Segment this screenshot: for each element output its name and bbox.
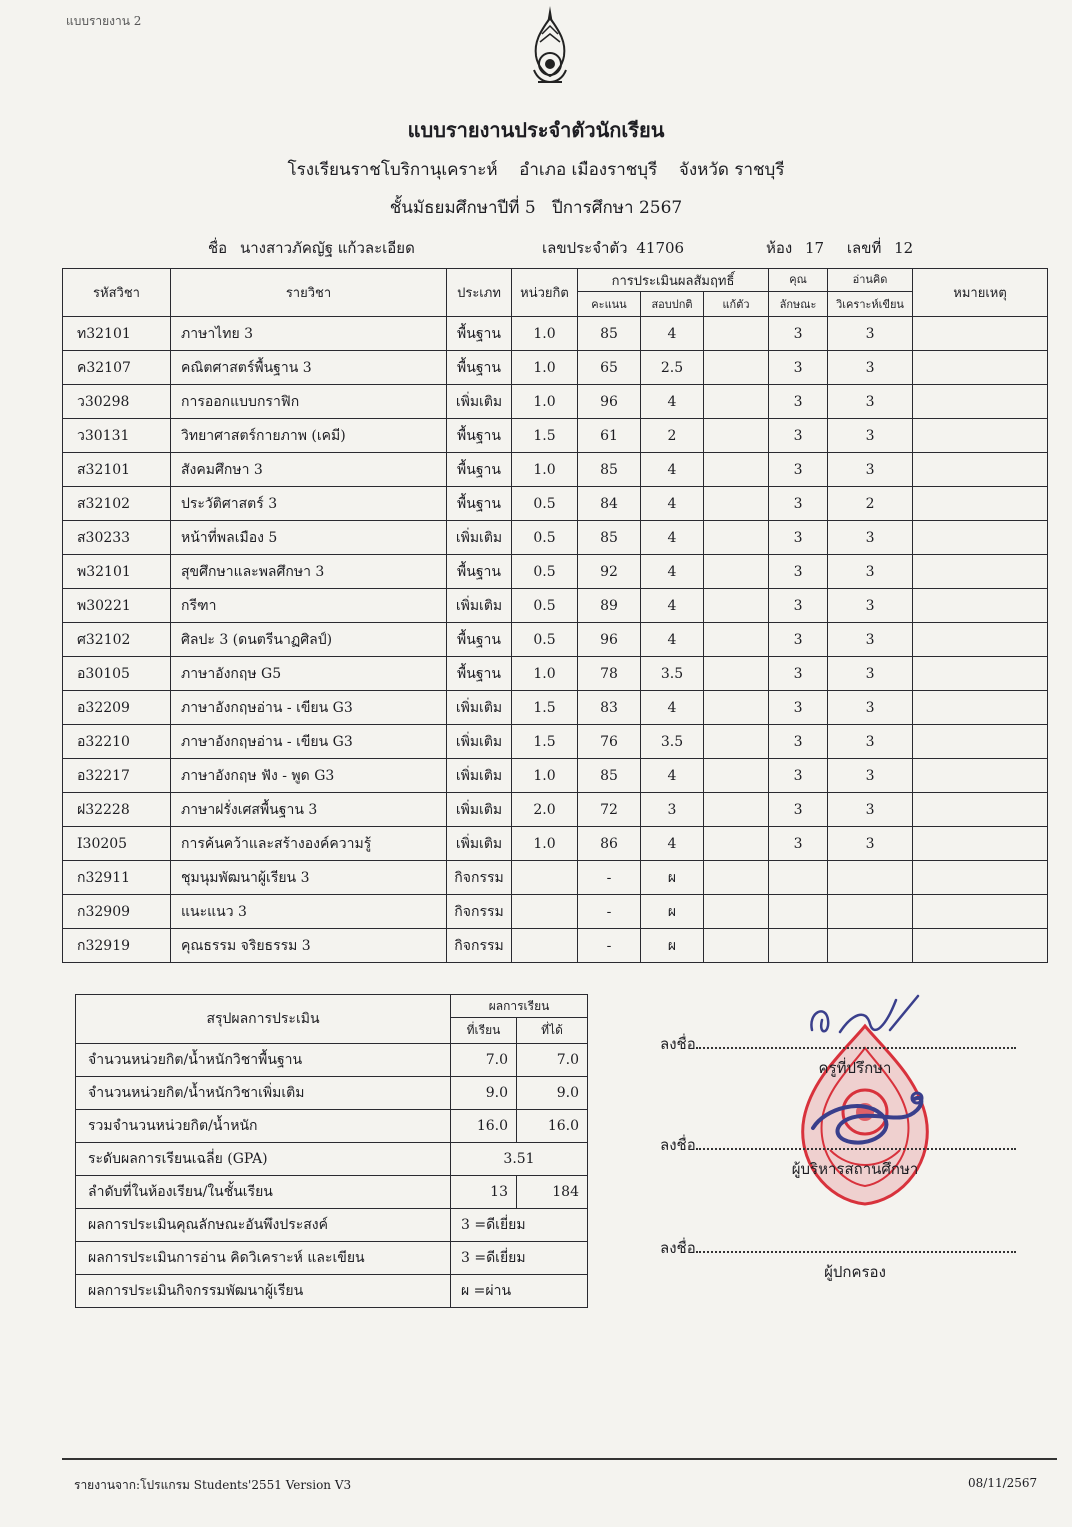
subject-code: I30205 (63, 827, 171, 861)
subject-name: สังคมศึกษา 3 (171, 453, 447, 487)
subject-name: ภาษาฝรั่งเศสพื้นฐาน 3 (171, 793, 447, 827)
reading-score: 3 (828, 589, 913, 623)
credit: 0.5 (512, 487, 578, 521)
retake-grade (704, 929, 769, 963)
subject-type: เพิ่มเติม (447, 691, 512, 725)
subject-name: คุณธรรม จริยธรรม 3 (171, 929, 447, 963)
retake-grade (704, 317, 769, 351)
note (913, 657, 1048, 691)
grade: 4 (641, 827, 704, 861)
note (913, 419, 1048, 453)
subject-type: กิจกรรม (447, 861, 512, 895)
header-subject: รายวิชา (171, 269, 447, 317)
result-header: ผลการเรียน (451, 995, 588, 1018)
trait-score: 3 (769, 555, 828, 589)
table-row (63, 691, 1048, 725)
credit (512, 895, 578, 929)
reading-score: 3 (828, 725, 913, 759)
class-level: ชั้นมัธยมศึกษาปีที่ 5 (389, 198, 536, 218)
subject-name: ภาษาอังกฤษ G5 (171, 657, 447, 691)
gpa-value: 3.51 (451, 1143, 588, 1176)
credit: 1.5 (512, 725, 578, 759)
col-got: ที่ได้ (517, 1018, 588, 1044)
note (913, 929, 1048, 963)
credit: 1.0 (512, 657, 578, 691)
number-label: เลขที่ (846, 239, 882, 257)
reading-score: 3 (828, 793, 913, 827)
sign-label-parent: ลงชื่อ (660, 1239, 696, 1257)
header-eval-group: การประเมินผลสัมฤทธิ์ (578, 269, 769, 292)
reading-score: 3 (828, 453, 913, 487)
credit (512, 861, 578, 895)
score: 61 (578, 419, 641, 453)
extra-label: จำนวนหน่วยกิต/น้ำหนักวิชาเพิ่มเติม (76, 1077, 451, 1110)
form-number: แบบรายงาน 2 (66, 14, 142, 28)
trait-score: 3 (769, 419, 828, 453)
sign-dots (696, 1033, 1016, 1049)
table-row (63, 623, 1048, 657)
note (913, 691, 1048, 725)
sign-dots (696, 1134, 1016, 1150)
note (913, 725, 1048, 759)
table-row (63, 351, 1048, 385)
grade: 4 (641, 555, 704, 589)
grade: 3.5 (641, 725, 704, 759)
subject-code: อ32217 (63, 759, 171, 793)
table-row (63, 759, 1048, 793)
subject-type: เพิ่มเติม (447, 385, 512, 419)
table-row (63, 317, 1048, 351)
trait-score: 3 (769, 453, 828, 487)
retake-grade (704, 385, 769, 419)
subject-type: พื้นฐาน (447, 657, 512, 691)
credit: 1.5 (512, 691, 578, 725)
rank-label: ลำดับที่ในห้องเรียน/ในชั้นเรียน (76, 1176, 451, 1209)
teacher-role: ครูที่ปรึกษา (818, 1059, 892, 1077)
grade: 4 (641, 589, 704, 623)
grade: ผ (641, 895, 704, 929)
note (913, 895, 1048, 929)
score: 76 (578, 725, 641, 759)
note (913, 623, 1048, 657)
credit: 0.5 (512, 589, 578, 623)
reading-score: 3 (828, 419, 913, 453)
grade: 2 (641, 419, 704, 453)
note (913, 589, 1048, 623)
header-type: ประเภท (447, 269, 512, 317)
header-trait-1: คุณ (769, 269, 828, 292)
grade: 4 (641, 623, 704, 657)
reading-score: 3 (828, 657, 913, 691)
grade: 4 (641, 759, 704, 793)
report-title: แบบรายงานประจำตัวนักเรียน (407, 118, 665, 142)
header-note: หมายเหตุ (913, 269, 1048, 317)
id-label: เลขประจำตัว (542, 239, 628, 257)
read-value: 3 =ดีเยี่ยม (451, 1242, 588, 1275)
subject-name: สุขศึกษาและพลศึกษา 3 (171, 555, 447, 589)
trait-score (769, 895, 828, 929)
reading-score: 3 (828, 317, 913, 351)
trait-score: 3 (769, 827, 828, 861)
subject-type: เพิ่มเติม (447, 827, 512, 861)
score: 84 (578, 487, 641, 521)
total-label: รวมจำนวนหน่วยกิต/น้ำหนัก (76, 1110, 451, 1143)
subject-code: ฝ32228 (63, 793, 171, 827)
retake-grade (704, 487, 769, 521)
retake-grade (704, 453, 769, 487)
subject-name: ภาษาอังกฤษ ฟัง - พูด G3 (171, 759, 447, 793)
subject-code: อ32209 (63, 691, 171, 725)
reading-score: 2 (828, 487, 913, 521)
teacher-sign-line (660, 1032, 1016, 1056)
read-label: ผลการประเมินการอ่าน คิดวิเคราะห์ และเขียน (76, 1242, 451, 1275)
basic-study: 7.0 (451, 1044, 517, 1077)
subject-type: พื้นฐาน (447, 317, 512, 351)
note (913, 351, 1048, 385)
credit: 1.0 (512, 453, 578, 487)
subject-code: อ30105 (63, 657, 171, 691)
summary-table (75, 994, 588, 1308)
grade: 2.5 (641, 351, 704, 385)
subject-code: ส32102 (63, 487, 171, 521)
header-read-2: วิเคราะห์เขียน (828, 292, 913, 317)
subject-name: ภาษาอังกฤษอ่าน - เขียน G3 (171, 725, 447, 759)
score: 85 (578, 759, 641, 793)
reading-score: 3 (828, 827, 913, 861)
district: อำเภอ เมืองราชบุรี (519, 160, 658, 180)
table-row (63, 419, 1048, 453)
subject-code: ส32101 (63, 453, 171, 487)
sign-label-director: ลงชื่อ (660, 1136, 696, 1154)
trait-value: 3 =ดีเยี่ยม (451, 1209, 588, 1242)
header-fix: แก้ตัว (704, 292, 769, 317)
trait-score: 3 (769, 623, 828, 657)
academic-year: ปีการศึกษา 2567 (551, 198, 683, 218)
score: 96 (578, 623, 641, 657)
grade: 4 (641, 317, 704, 351)
subject-name: การออกแบบกราฟิก (171, 385, 447, 419)
reading-score: 3 (828, 385, 913, 419)
activity-label: ผลการประเมินกิจกรรมพัฒนาผู้เรียน (76, 1275, 451, 1308)
school-name: โรงเรียนราชโบริกานุเคราะห์ (287, 160, 498, 180)
trait-score: 3 (769, 521, 828, 555)
subject-type: พื้นฐาน (447, 555, 512, 589)
reading-score: 3 (828, 623, 913, 657)
score: 96 (578, 385, 641, 419)
credit: 0.5 (512, 521, 578, 555)
director-sign-line (660, 1133, 1016, 1157)
grade: ผ (641, 861, 704, 895)
retake-grade (704, 827, 769, 861)
retake-grade (704, 895, 769, 929)
summary-row-basic (76, 1044, 588, 1077)
retake-grade (704, 793, 769, 827)
credit: 1.0 (512, 385, 578, 419)
subject-type: เพิ่มเติม (447, 725, 512, 759)
table-row (63, 555, 1048, 589)
total-study: 16.0 (451, 1110, 517, 1143)
room-line (766, 236, 913, 260)
score: 89 (578, 589, 641, 623)
trait-score: 3 (769, 759, 828, 793)
subject-type: กิจกรรม (447, 895, 512, 929)
grades-table (62, 268, 1048, 963)
school-line (0, 156, 1072, 183)
note (913, 521, 1048, 555)
subject-name: วิทยาศาสตร์กายภาพ (เคมี) (171, 419, 447, 453)
trait-score: 3 (769, 691, 828, 725)
score: - (578, 861, 641, 895)
retake-grade (704, 589, 769, 623)
credit: 1.0 (512, 827, 578, 861)
summary-row-activity (76, 1275, 588, 1308)
subject-type: พื้นฐาน (447, 419, 512, 453)
credit: 0.5 (512, 623, 578, 657)
note (913, 861, 1048, 895)
reading-score: 3 (828, 555, 913, 589)
retake-grade (704, 861, 769, 895)
grade: 4 (641, 691, 704, 725)
subject-code: พ30221 (63, 589, 171, 623)
table-row (63, 589, 1048, 623)
subject-code: ก32911 (63, 861, 171, 895)
footer-date: 08/11/2567 (968, 1476, 1038, 1490)
credit: 1.0 (512, 759, 578, 793)
col-study: ที่เรียน (451, 1018, 517, 1044)
note (913, 759, 1048, 793)
subject-type: กิจกรรม (447, 929, 512, 963)
trait-score: 3 (769, 487, 828, 521)
score: 85 (578, 317, 641, 351)
trait-score: 3 (769, 351, 828, 385)
subject-code: ศ32102 (63, 623, 171, 657)
subject-type: เพิ่มเติม (447, 793, 512, 827)
reading-score (828, 895, 913, 929)
trait-score: 3 (769, 725, 828, 759)
student-name-line (208, 236, 415, 260)
subject-code: ว30131 (63, 419, 171, 453)
subject-name: หน้าที่พลเมือง 5 (171, 521, 447, 555)
trait-score (769, 861, 828, 895)
grade: 4 (641, 487, 704, 521)
subject-type: พื้นฐาน (447, 623, 512, 657)
retake-grade (704, 657, 769, 691)
province: จังหวัด ราชบุรี (678, 160, 785, 180)
name-label: ชื่อ (208, 239, 228, 257)
trait-score: 3 (769, 657, 828, 691)
table-row (63, 487, 1048, 521)
parent-sign-line (660, 1236, 1016, 1260)
reading-score: 3 (828, 351, 913, 385)
subject-name: คณิตศาสตร์พื้นฐาน 3 (171, 351, 447, 385)
subject-name: ชุมนุมพัฒนาผู้เรียน 3 (171, 861, 447, 895)
reading-score: 3 (828, 759, 913, 793)
rank-class: 184 (517, 1176, 588, 1209)
school-emblem-icon (520, 4, 580, 94)
subject-code: ท32101 (63, 317, 171, 351)
retake-grade (704, 691, 769, 725)
extra-study: 9.0 (451, 1077, 517, 1110)
reading-score: 3 (828, 691, 913, 725)
retake-grade (704, 759, 769, 793)
student-id: 41706 (636, 239, 685, 257)
score: - (578, 895, 641, 929)
subject-name: ศิลปะ 3 (ดนตรีนาฏศิลป์) (171, 623, 447, 657)
retake-grade (704, 555, 769, 589)
header-trait-2: ลักษณะ (769, 292, 828, 317)
subject-name: ภาษาไทย 3 (171, 317, 447, 351)
score: 92 (578, 555, 641, 589)
trait-score (769, 929, 828, 963)
subject-type: เพิ่มเติม (447, 759, 512, 793)
note (913, 793, 1048, 827)
summary-row-read (76, 1242, 588, 1275)
grade-rows (63, 317, 1048, 963)
note (913, 555, 1048, 589)
retake-grade (704, 351, 769, 385)
subject-name: กรีฑา (171, 589, 447, 623)
note (913, 487, 1048, 521)
sign-label-teacher: ลงชื่อ (660, 1035, 696, 1053)
retake-grade (704, 725, 769, 759)
score: 72 (578, 793, 641, 827)
activity-value: ผ =ผ่าน (451, 1275, 588, 1308)
number-value: 12 (894, 239, 914, 257)
note (913, 317, 1048, 351)
table-row (63, 521, 1048, 555)
footer-divider (62, 1458, 1057, 1460)
director-role: ผู้บริหารสถานศึกษา (791, 1160, 919, 1178)
score: 85 (578, 453, 641, 487)
sign-dots (696, 1237, 1016, 1253)
note (913, 827, 1048, 861)
credit (512, 929, 578, 963)
trait-score: 3 (769, 589, 828, 623)
table-row (63, 929, 1048, 963)
trait-score: 3 (769, 385, 828, 419)
subject-type: พื้นฐาน (447, 487, 512, 521)
parent-role: ผู้ปกครอง (824, 1263, 886, 1281)
grade: 3.5 (641, 657, 704, 691)
credit: 1.5 (512, 419, 578, 453)
grade: 4 (641, 521, 704, 555)
subject-type: พื้นฐาน (447, 453, 512, 487)
table-row (63, 861, 1048, 895)
credit: 0.5 (512, 555, 578, 589)
table-row (63, 793, 1048, 827)
credit: 1.0 (512, 317, 578, 351)
reading-score (828, 861, 913, 895)
subject-code: ก32919 (63, 929, 171, 963)
subject-name: การค้นคว้าและสร้างองค์ความรู้ (171, 827, 447, 861)
credit: 1.0 (512, 351, 578, 385)
summary-row-gpa (76, 1143, 588, 1176)
score: 86 (578, 827, 641, 861)
student-name: นางสาวภัคญัฐ แก้วละเอียด (239, 239, 415, 257)
extra-got: 9.0 (517, 1077, 588, 1110)
subject-code: ว30298 (63, 385, 171, 419)
gpa-label: ระดับผลการเรียนเฉลี่ย (GPA) (76, 1143, 451, 1176)
table-row (63, 725, 1048, 759)
trait-score: 3 (769, 317, 828, 351)
basic-got: 7.0 (517, 1044, 588, 1077)
grade: 4 (641, 453, 704, 487)
grade: 3 (641, 793, 704, 827)
subject-name: ประวัติศาสตร์ 3 (171, 487, 447, 521)
summary-row-rank (76, 1176, 588, 1209)
grade: ผ (641, 929, 704, 963)
student-id-line (542, 236, 684, 260)
subject-name: ภาษาอังกฤษอ่าน - เขียน G3 (171, 691, 447, 725)
trait-label: ผลการประเมินคุณลักษณะอันพึงประสงค์ (76, 1209, 451, 1242)
table-row (63, 827, 1048, 861)
score: 85 (578, 521, 641, 555)
score: 83 (578, 691, 641, 725)
subject-type: เพิ่มเติม (447, 589, 512, 623)
header-score: คะแนน (578, 292, 641, 317)
footer-source: รายงานจาก:โปรแกรม Students'2551 Version V3 (74, 1478, 352, 1492)
subject-name: แนะแนว 3 (171, 895, 447, 929)
header-credit: หน่วยกิต (512, 269, 578, 317)
class-line (0, 194, 1072, 221)
room-label: ห้อง (766, 239, 793, 257)
retake-grade (704, 521, 769, 555)
reading-score (828, 929, 913, 963)
retake-grade (704, 419, 769, 453)
header-code: รหัสวิชา (63, 269, 171, 317)
header-read-1: อ่านคิด (828, 269, 913, 292)
retake-grade (704, 623, 769, 657)
trait-score: 3 (769, 793, 828, 827)
summary-title: สรุปผลการประเมิน (76, 995, 451, 1044)
note (913, 385, 1048, 419)
reading-score: 3 (828, 521, 913, 555)
table-row (63, 385, 1048, 419)
room-value: 17 (805, 239, 825, 257)
rank-room: 13 (451, 1176, 517, 1209)
subject-type: เพิ่มเติม (447, 521, 512, 555)
header-normal: สอบปกติ (641, 292, 704, 317)
score: 78 (578, 657, 641, 691)
total-got: 16.0 (517, 1110, 588, 1143)
subject-code: ก32909 (63, 895, 171, 929)
summary-row-trait (76, 1209, 588, 1242)
basic-label: จำนวนหน่วยกิต/น้ำหนักวิชาพื้นฐาน (76, 1044, 451, 1077)
summary-row-extra (76, 1077, 588, 1110)
summary-row-total (76, 1110, 588, 1143)
table-row (63, 657, 1048, 691)
table-row (63, 453, 1048, 487)
note (913, 453, 1048, 487)
score: - (578, 929, 641, 963)
credit: 2.0 (512, 793, 578, 827)
grade: 4 (641, 385, 704, 419)
table-row (63, 895, 1048, 929)
subject-code: อ32210 (63, 725, 171, 759)
score: 65 (578, 351, 641, 385)
subject-code: พ32101 (63, 555, 171, 589)
subject-code: ส30233 (63, 521, 171, 555)
subject-code: ค32107 (63, 351, 171, 385)
subject-type: พื้นฐาน (447, 351, 512, 385)
